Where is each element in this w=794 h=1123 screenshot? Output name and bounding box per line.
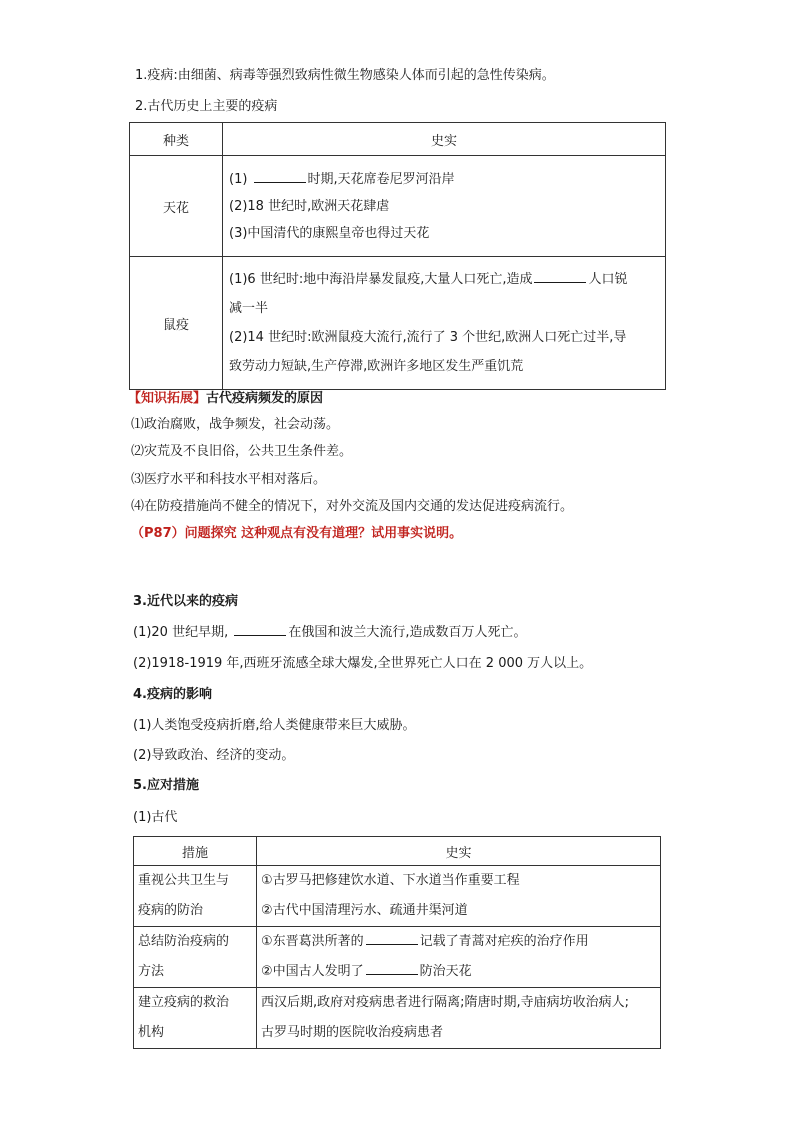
kind-smallpox: 天花 bbox=[130, 156, 223, 257]
header-facts: 史实 bbox=[223, 123, 666, 156]
facts-smallpox bbox=[223, 156, 666, 257]
measure-cell: 建立疫病的救治 机构 bbox=[134, 988, 257, 1049]
fact-line: (1) 时期,天花席卷尼罗河沿岸 bbox=[223, 166, 665, 193]
fact-line: (1)6 世纪时:地中海沿岸暴发鼠疫,大量人口死亡,造成 人口锐 bbox=[223, 265, 665, 294]
measure-cell: 总结防治疫病的 方法 bbox=[134, 927, 257, 988]
section3-item1: (1)20 世纪早期, 在俄国和波兰大流行,造成数百万人死亡。 bbox=[133, 622, 527, 643]
table-row bbox=[134, 866, 661, 927]
facts-cell: ①古罗马把修建饮水道、下水道当作重要工程 ②古代中国清理污水、疏通井渠河道 bbox=[257, 866, 661, 927]
fill-blank[interactable] bbox=[366, 931, 418, 945]
table-row bbox=[134, 988, 661, 1049]
table1-caption: 2.古代历史上主要的疫病 bbox=[135, 99, 278, 114]
measure-cell: 重视公共卫生与 疫病的防治 bbox=[134, 866, 257, 927]
fact-line: 减一半 bbox=[229, 301, 269, 316]
fact-line: (2)18 世纪时,欧洲天花肆虐 bbox=[229, 198, 390, 214]
fill-blank[interactable] bbox=[254, 169, 306, 183]
extension-title: 【知识拓展】古代疫病频发的原因 bbox=[128, 391, 324, 406]
facts-plague bbox=[223, 257, 666, 390]
section3-item2: (2)1918-1919 年,西班牙流感全球大爆发,全世界死亡人口在 2 000 万人以上。 bbox=[133, 656, 593, 671]
section4-item1: (1)人类饱受疫病折磨,给人类健康带来巨大威胁。 bbox=[133, 718, 416, 733]
extension-item: ⑵灾荒及不良旧俗，公共卫生条件差。 bbox=[131, 444, 353, 459]
section5-title: 5.应对措施 bbox=[133, 778, 199, 793]
extension-item: ⑴政治腐败，战争频发，社会动荡。 bbox=[131, 417, 340, 432]
table-header-row bbox=[130, 123, 666, 156]
table-row bbox=[130, 156, 666, 257]
extension-item: ⑶医疗水平和科技水平相对落后。 bbox=[131, 472, 327, 487]
section4-item2: (2)导致政治、经济的变动。 bbox=[133, 748, 295, 763]
extension-item: ⑷在防疫措施尚不健全的情况下，对外交流及国内交通的发达促进疫病流行。 bbox=[131, 499, 574, 514]
kind-plague: 鼠疫 bbox=[130, 257, 223, 390]
section3-title: 3.近代以来的疫病 bbox=[133, 594, 238, 609]
header-measure: 措施 bbox=[134, 837, 257, 866]
header-kind: 种类 bbox=[130, 123, 223, 156]
ancient-measures-table bbox=[133, 836, 661, 1049]
fill-blank[interactable] bbox=[366, 961, 418, 975]
fact-line: (2)14 世纪时:欧洲鼠疫大流行,流行了 3 个世纪,欧洲人口死亡过半,导 bbox=[229, 330, 627, 345]
fact-line: 致劳动力短缺,生产停滞,欧洲许多地区发生严重饥荒 bbox=[229, 359, 524, 374]
section4-title: 4.疫病的影响 bbox=[133, 687, 212, 702]
section5-sub: (1)古代 bbox=[133, 810, 178, 825]
facts-cell: ①东晋葛洪所著的 记载了青蒿对疟疾的治疗作用 ②中国古人发明了 防治天花 bbox=[257, 927, 661, 988]
table-header-row bbox=[134, 837, 661, 866]
fill-blank[interactable] bbox=[534, 269, 586, 283]
inquiry-question: （P87）问题探究 这种观点有没有道理？试用事实说明。 bbox=[131, 526, 463, 541]
fact-line: (3)中国清代的康熙皇帝也得过天花 bbox=[229, 225, 430, 241]
table-row bbox=[130, 257, 666, 390]
ancient-epidemics-table bbox=[129, 122, 666, 390]
intro-definition: 1.疫病:由细菌、病毒等强烈致病性微生物感染人体而引起的急性传染病。 bbox=[135, 68, 555, 83]
header-facts: 史实 bbox=[257, 837, 661, 866]
fill-blank[interactable] bbox=[234, 622, 286, 636]
table-row bbox=[134, 927, 661, 988]
facts-cell: 西汉后期,政府对疫病患者进行隔离;隋唐时期,寺庙病坊收治病人; 古罗马时期的医院收治疫病患者 bbox=[257, 988, 661, 1049]
